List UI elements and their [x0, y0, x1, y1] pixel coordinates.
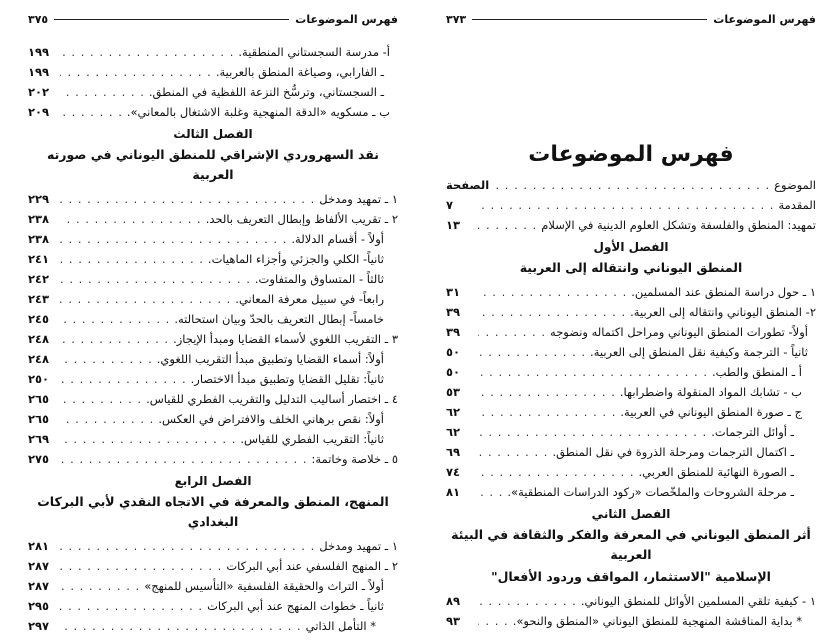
chapter-title: المنطق اليوناني وانتقاله إلى العربية: [519, 260, 743, 275]
entry-title: ـ الصورة النهائية للمنطق العربي.: [638, 465, 794, 479]
toc-entry: [446, 282, 816, 302]
running-title: فهرس الموضوعات: [295, 12, 398, 26]
entry-title: أولاً: أسماء القضايا وتطبيق مبدأ التقريب اللغوي.: [156, 352, 384, 366]
entry-title: ـ مرحلة الشروحات والملخّصات «ركود الدراسات المنطقية».: [507, 485, 794, 499]
entry-title: أولاً - أقسام الدلالة.: [291, 232, 384, 246]
entry-page-number: ٢٦٥: [28, 412, 50, 426]
entry-page-number: ٢٤٨: [28, 352, 50, 366]
entry-page-number: ٣٩: [446, 305, 461, 319]
entry-page-number: ٥٣: [446, 385, 461, 399]
dot-leader: [478, 323, 546, 342]
dot-leader: [478, 403, 616, 422]
entry-title: أولاً- تطورات المنطق اليوناني ومراحل اكتماله ونضوجه: [550, 325, 808, 339]
toc-entry: [28, 536, 398, 556]
dot-leader: [60, 370, 187, 389]
dot-leader: [60, 310, 170, 329]
entry-title: أ ـ المنطق والطب.: [711, 365, 802, 379]
toc-entry: [446, 422, 816, 442]
entry-page-number: ٦٩: [446, 445, 461, 459]
entry-page-number: ١٩٩: [28, 65, 50, 79]
header-rule: [54, 19, 289, 20]
entry-title: ـ اكتمال الترجمات ومرحلة الذروة في نقل المنطق.: [552, 445, 794, 459]
entry-title: ثانياً - الترجمة وكيفية نقل المنطق إلى العربية.: [590, 345, 808, 359]
entry-page-number: ٢٠٢: [28, 85, 50, 99]
dot-leader: [60, 230, 287, 249]
entry-page-number: ٧: [446, 198, 454, 212]
entry-title: ١ ـ حول دراسة المنطق عند المسلمين.: [631, 285, 816, 299]
dot-leader: [60, 577, 140, 596]
entry-title: ثانياً: التقريب الفطري للقياس.: [240, 432, 384, 446]
entry-page-number: ٨١: [446, 485, 461, 499]
dot-leader: [60, 330, 169, 349]
dot-leader: [60, 390, 142, 409]
left-page: [28, 0, 398, 640]
entry-page-number: ٨٩: [446, 594, 461, 608]
toc-entry: [28, 82, 398, 102]
toc-entry: [28, 576, 398, 596]
dot-leader: [60, 557, 222, 576]
dot-leader: [478, 283, 627, 302]
toc-entry: [446, 342, 816, 362]
toc-entry: [28, 369, 398, 389]
entry-title: ـ السجستاني، وترسُّخ النزعة اللفظية في المنطق.: [148, 85, 384, 99]
entry-page-number: ٢٠٩: [28, 105, 50, 119]
entry-page-number: ٥٠: [446, 345, 461, 359]
entry-page-number: ٢٣٨: [28, 212, 50, 226]
entry-title: تمهيد: المنطق والفلسفة وتشكل العلوم الدينية في الإسلام: [541, 218, 816, 232]
entry-title: ـ أوائل الترجمات.: [711, 425, 794, 439]
entry-title: ٢ ـ تقريب الألفاظ وإبطال التعريف بالحد.: [205, 212, 398, 226]
toc-entry: [446, 482, 816, 502]
entry-page-number: ٢٩٧: [28, 619, 50, 633]
page-title: فهرس الموضوعات: [528, 142, 734, 167]
dot-leader: [60, 43, 234, 62]
dot-leader: [60, 63, 212, 82]
entry-title: ب ـ مسكويه «الدقة المنهجية وغلبة الاشتغال بالمعاني».: [126, 105, 390, 119]
running-head: [446, 10, 816, 28]
toc-entry: [28, 42, 398, 62]
toc-entry: [446, 175, 816, 195]
entry-page-number: ٢٨٧: [28, 579, 50, 593]
dot-leader: [478, 343, 586, 362]
entry-title: المقدمة: [778, 198, 816, 212]
dot-leader: [60, 250, 204, 269]
toc-entry: [28, 269, 398, 289]
dot-leader: [478, 483, 503, 502]
dot-leader: [60, 210, 202, 229]
toc-entry: [446, 215, 816, 235]
toc-entry: [28, 289, 398, 309]
entry-page-number: ٣١: [446, 285, 461, 299]
dot-leader: [478, 423, 707, 442]
entry-page-number: ٦٢: [446, 425, 461, 439]
dot-leader: [478, 443, 548, 462]
toc-entry: [446, 611, 816, 631]
entry-page-number: ٢٨١: [28, 539, 50, 553]
chapter-title: الإسلامية "الاستثمار، المواقف وردود الأفعال": [491, 569, 771, 584]
dot-leader: [478, 612, 509, 631]
toc-list: [28, 42, 398, 636]
dot-leader: [478, 463, 635, 482]
entry-page-number: ٢٤٨: [28, 332, 50, 346]
toc-entry: [28, 449, 398, 469]
entry-page-number: ٢٨٧: [28, 559, 50, 573]
chapter-title: المنهج، المنطق والمعرفة في الاتجاه النقدي لأبي البركات البغدادي: [37, 494, 389, 529]
entry-page-number: ٢٩٥: [28, 599, 50, 613]
toc-entry: [446, 302, 816, 322]
entry-title: ثانياً- الكلي والجزئي وأجزاء الماهيات.: [207, 252, 384, 266]
chapter-label: الفصل الثاني: [591, 507, 671, 521]
entry-title: ـ الفارابي، وصياغة المنطق بالعربية.: [215, 65, 384, 79]
toc-entry: [28, 102, 398, 122]
toc-entry: [28, 329, 398, 349]
chapter-label: الفصل الأول: [593, 240, 669, 254]
toc-entry: [28, 389, 398, 409]
dot-leader: [60, 537, 315, 556]
entry-title: ١ ـ تمهيد ومدخل: [319, 539, 398, 553]
entry-title: ٥ ـ خلاصة وخاتمة:: [311, 452, 398, 466]
entry-title: * بداية المناقشة المنهجية للمنطق اليوناني «المنطق والنحو».: [512, 614, 802, 628]
entry-title: الموضوع: [774, 178, 816, 192]
entry-page-number: ٢٦٩: [28, 432, 50, 446]
entry-page-number: ٢٢٩: [28, 192, 50, 206]
entry-page-number: ٢٤١: [28, 252, 50, 266]
entry-page-number: ٢٤٣: [28, 292, 50, 306]
dot-leader: [60, 450, 308, 469]
entry-title: ب - تشابك المواد المنقولة واضطرابها.: [619, 385, 802, 399]
toc-entry: [446, 322, 816, 342]
entry-page-number: الصفحة: [446, 178, 490, 192]
entry-page-number: ٢٦٥: [28, 392, 50, 406]
toc-list: [446, 175, 816, 631]
entry-title: ج ـ صورة المنطق اليوناني في العربية.: [620, 405, 802, 419]
entry-title: ٢ ـ المنهج الفلسفي عند أبي البركات: [226, 559, 398, 573]
toc-entry: [28, 309, 398, 329]
toc-entry: [446, 362, 816, 382]
dot-leader: [478, 363, 708, 382]
entry-title: رابعاً- في سبيل معرفة المعاني.: [235, 292, 384, 306]
toc-entry: [446, 382, 816, 402]
dot-leader: [478, 592, 577, 611]
entry-title: ٢- المنطق اليوناني وانتقاله إلى العربية.: [630, 305, 816, 319]
toc-entry: [446, 442, 816, 462]
toc-entry: [28, 429, 398, 449]
toc-entry: [28, 229, 398, 249]
toc-entry: [28, 556, 398, 576]
chapter-title: أثر المنطق اليوناني في المعرفة والفكر والثقافة في البيئة العربية: [451, 527, 811, 562]
page-number: ٣٧٥: [28, 12, 49, 26]
dot-leader: [478, 303, 626, 322]
entry-page-number: ٣٩: [446, 325, 461, 339]
dot-leader: [60, 190, 315, 209]
right-page: [446, 0, 816, 640]
toc-entry: [28, 349, 398, 369]
entry-page-number: ٦٢: [446, 405, 461, 419]
toc-entry: [28, 249, 398, 269]
dot-leader: [60, 350, 153, 369]
chapter-label: الفصل الثالث: [173, 127, 253, 141]
dot-leader: [60, 410, 154, 429]
entry-title: ٤ ـ اختصار أساليب التدليل والتقريب الفطري للقياس.: [146, 392, 398, 406]
running-head: [28, 10, 398, 28]
entry-title: ثانياً: تقليل القضايا وتطبيق مبدأ الاختصار.: [190, 372, 384, 386]
toc-entry: [28, 189, 398, 209]
dot-leader: [60, 430, 236, 449]
entry-title: ١ ـ تمهيد ومدخل: [319, 192, 398, 206]
entry-page-number: ٢٥٠: [28, 372, 50, 386]
entry-page-number: ٢٤٥: [28, 312, 50, 326]
dot-leader: [60, 617, 302, 636]
toc-entry: [28, 409, 398, 429]
dot-leader: [60, 597, 203, 616]
toc-entry: [446, 195, 816, 215]
toc-entry: [28, 616, 398, 636]
chapter-title: نقد السهروردي الإشراقي للمنطق اليوناني في صورته العربية: [47, 147, 379, 182]
dot-leader: [60, 83, 145, 102]
entry-page-number: ٧٤: [446, 465, 461, 479]
entry-page-number: ١٩٩: [28, 45, 50, 59]
dot-leader: [60, 270, 251, 289]
entry-page-number: ٥٠: [446, 365, 461, 379]
page-number: ٣٧٣: [446, 12, 467, 26]
entry-page-number: ٢٤٢: [28, 272, 50, 286]
entry-page-number: ٢٧٥: [28, 452, 50, 466]
entry-title: أولاً ـ التراث والحقيقة الفلسفية «التأسيس للمنهج»: [144, 579, 384, 593]
entry-page-number: ٢٣٨: [28, 232, 50, 246]
dot-leader: [60, 103, 123, 122]
toc-entry: [446, 591, 816, 611]
dot-leader: [478, 383, 616, 402]
dot-leader: [478, 216, 537, 235]
entry-title: ٣ ـ التقريب اللغوي لأسماء القضايا ومبدأ الإيجاز.: [173, 332, 398, 346]
entry-title: ١ - كيفية تلقي المسلمين الأوائل للمنطق اليوناني.: [580, 594, 816, 608]
header-rule: [472, 19, 707, 20]
dot-leader: [478, 196, 774, 215]
chapter-label: الفصل الرابع: [174, 474, 252, 488]
entry-title: أ- مدرسة السجستاني المنطقية.: [238, 45, 390, 59]
dot-leader: [60, 290, 231, 309]
dot-leader: [493, 176, 770, 195]
entry-title: ثانياً ـ خطوات المنهج عند أبي البركات: [207, 599, 384, 613]
toc-entry: [446, 402, 816, 422]
entry-page-number: ١٣: [446, 218, 461, 232]
toc-entry: [28, 209, 398, 229]
entry-title: ثالثاً - المتساوق والمتفاوت.: [254, 272, 384, 286]
entry-title: أولاً: نقص برهاني الخلف والافتراض في العكس.: [158, 412, 384, 426]
running-title: فهرس الموضوعات: [713, 12, 816, 26]
toc-entry: [28, 62, 398, 82]
entry-title: خامساً- إبطال التعريف بالحدّ وبيان استحالته.: [174, 312, 384, 326]
entry-title: * التأمل الذاتي: [305, 619, 376, 633]
toc-entry: [446, 462, 816, 482]
toc-entry: [28, 596, 398, 616]
entry-page-number: ٩٣: [446, 614, 461, 628]
